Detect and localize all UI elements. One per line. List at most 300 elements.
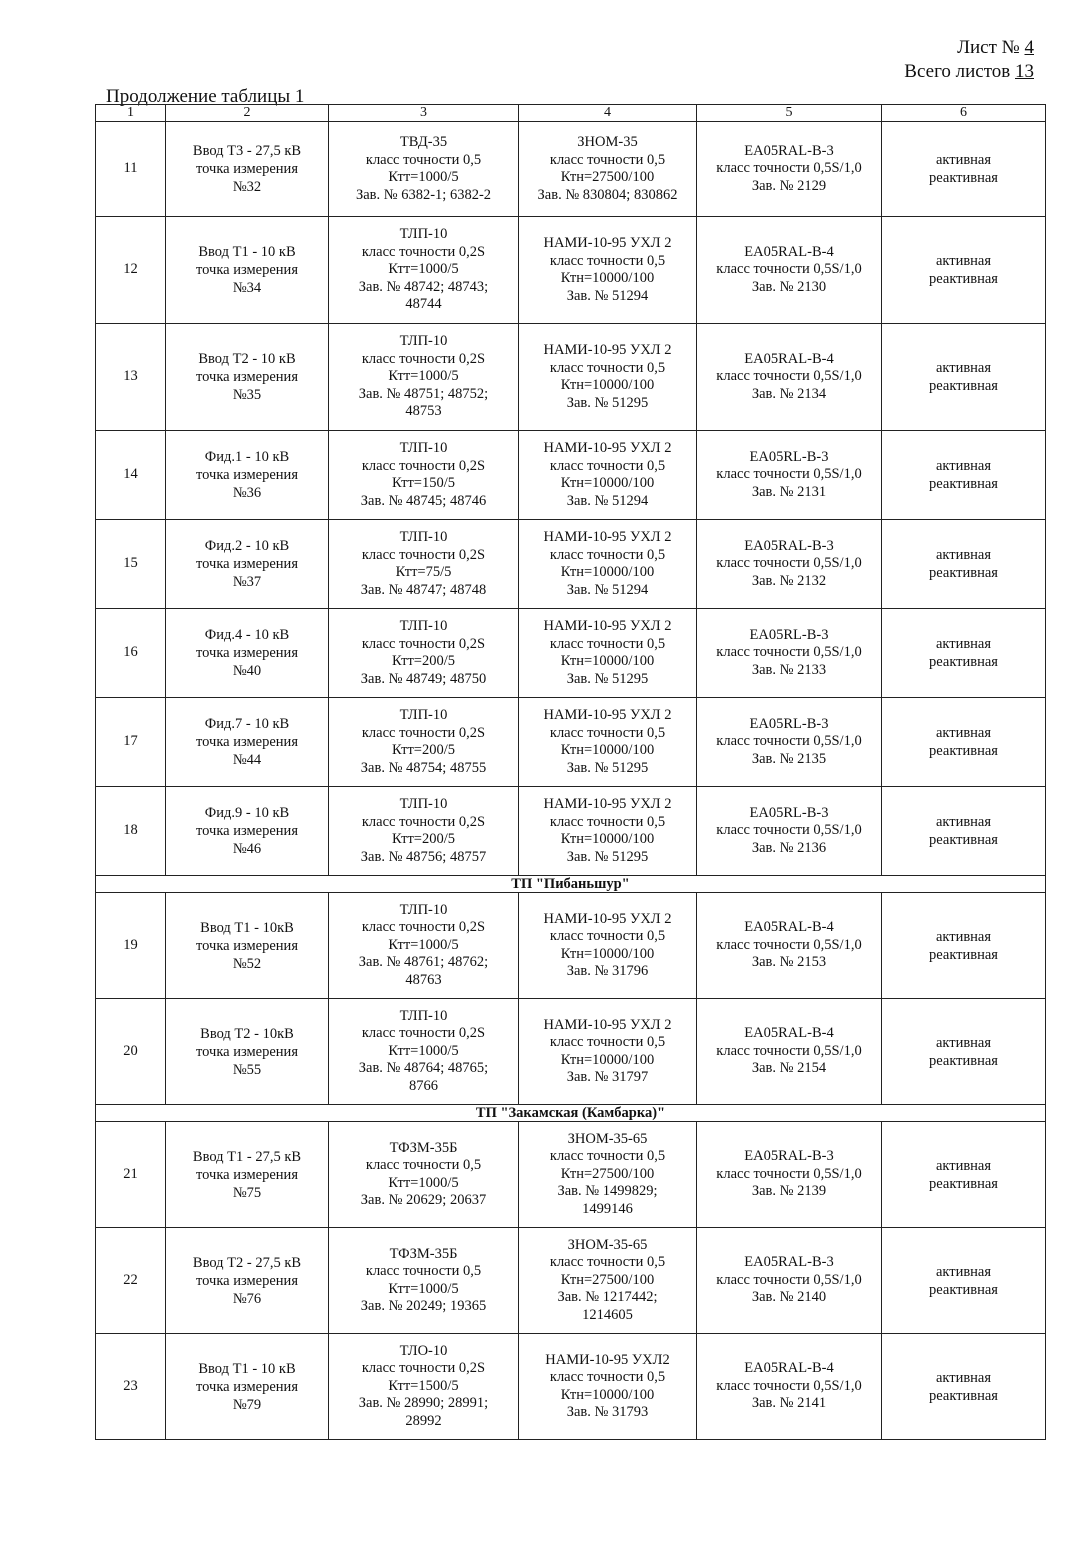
cell-line: класс точности 0,5 xyxy=(549,635,666,652)
cell-line: Зав. № 1217442; xyxy=(557,1289,658,1306)
cell-line: НАМИ-10-95 УХЛ 2 xyxy=(543,440,672,456)
cell-line: Зав. № 48754; 48755 xyxy=(360,759,487,776)
table-row xyxy=(96,1228,1046,1334)
cell-line: реактивная xyxy=(929,565,998,581)
cell-line: Зав. № 2140 xyxy=(751,1289,827,1306)
section-title: ТП "Пибаньшур" xyxy=(96,876,1046,893)
cell-line: EA05RL-B-3 xyxy=(749,448,829,465)
cell-line: класс точности 0,5S/1,0 xyxy=(716,1165,862,1182)
cell-line: класс точности 0,2S xyxy=(361,919,486,936)
vt-cell xyxy=(519,1122,697,1228)
energy-type-cell xyxy=(882,698,1046,787)
cell-line: класс точности 0,5S/1,0 xyxy=(716,644,862,661)
cell-line: класс точности 0,5S/1,0 xyxy=(716,160,862,177)
row-number: 12 xyxy=(96,217,166,324)
cell-line: Зав. № 31796 xyxy=(566,963,649,979)
cell-line: класс точности 0,5 xyxy=(549,457,666,474)
cell-line: Зав. № 48756; 48757 xyxy=(360,848,487,865)
cell-line: Зав. № 51295 xyxy=(566,848,649,865)
cell-line: точка измерения xyxy=(196,823,298,839)
ct-cell xyxy=(329,1228,519,1334)
cell-line: ТЛП-10 xyxy=(399,529,448,545)
cell-line: Зав. № 31793 xyxy=(566,1404,649,1420)
cell-line: активная xyxy=(935,1369,992,1386)
vt-cell xyxy=(519,431,697,520)
cell-line: реактивная xyxy=(929,1387,998,1404)
cell-line: Зав. № 48745; 48746 xyxy=(360,492,487,509)
cell-line: EA05RAL-B-4 xyxy=(744,350,834,367)
cell-line: EA05RAL-B-4 xyxy=(744,1360,834,1377)
ct-cell xyxy=(329,609,519,698)
table-row xyxy=(96,609,1046,698)
cell-line: Фид.7 - 10 кВ xyxy=(204,716,290,732)
cell-line: НАМИ-10-95 УХЛ 2 xyxy=(543,707,672,723)
cell-line: Зав. № 2154 xyxy=(751,1060,827,1077)
metering-table xyxy=(95,104,1046,1440)
cell-line: Ктн=10000/100 xyxy=(560,653,655,669)
cell-line: ТЛП-10 xyxy=(399,226,448,243)
cell-line: EA05RL-B-3 xyxy=(749,804,829,821)
cell-line: точка измерения xyxy=(196,1043,298,1060)
ct-cell xyxy=(329,1334,519,1440)
meter-cell xyxy=(697,999,882,1105)
cell-line: Зав. № 2153 xyxy=(751,954,827,971)
cell-line: Зав. № 2129 xyxy=(751,177,827,194)
connection-cell xyxy=(166,324,329,431)
cell-line: Ктн=10000/100 xyxy=(560,377,655,393)
cell-line: Ктт=1000/5 xyxy=(388,368,459,385)
energy-type-cell xyxy=(882,1122,1046,1228)
cell-line: Ктт=200/5 xyxy=(392,653,455,669)
cell-line: Ввод Т1 - 10 кВ xyxy=(198,1360,296,1377)
connection-cell xyxy=(166,217,329,324)
cell-line: Зав. № 20249; 19365 xyxy=(360,1298,487,1314)
cell-line: Фид.9 - 10 кВ xyxy=(204,805,290,821)
cell-line: класс точности 0,2S xyxy=(361,350,486,367)
cell-line: 48763 xyxy=(405,971,442,988)
table-row xyxy=(96,787,1046,876)
cell-line: №55 xyxy=(232,1061,262,1078)
cell-line: Фид.4 - 10 кВ xyxy=(204,627,290,643)
energy-type-cell xyxy=(882,520,1046,609)
connection-cell xyxy=(166,698,329,787)
cell-line: класс точности 0,5 xyxy=(549,546,666,563)
cell-line: Ктт=1000/5 xyxy=(388,1174,459,1191)
column-header: 4 xyxy=(519,105,697,122)
energy-type-cell xyxy=(882,122,1046,217)
cell-line: активная xyxy=(935,928,992,945)
cell-line: реактивная xyxy=(929,654,998,670)
energy-type-cell xyxy=(882,1334,1046,1440)
cell-line: Зав. № 2131 xyxy=(751,483,827,500)
row-number: 16 xyxy=(96,609,166,698)
cell-line: класс точности 0,2S xyxy=(361,546,486,563)
cell-line: Ввод Т1 - 10 кВ xyxy=(198,244,296,260)
cell-line: ЗНОМ-35-65 xyxy=(567,1236,648,1253)
row-number: 18 xyxy=(96,787,166,876)
meter-cell xyxy=(697,698,882,787)
column-header-row xyxy=(96,105,1046,122)
cell-line: ТЛП-10 xyxy=(399,707,448,723)
cell-line: №40 xyxy=(232,663,262,679)
vt-cell xyxy=(519,787,697,876)
cell-line: точка измерения xyxy=(196,645,298,661)
cell-line: НАМИ-10-95 УХЛ 2 xyxy=(543,235,672,251)
column-header: 2 xyxy=(166,105,329,122)
cell-line: Ввод Т1 - 27,5 кВ xyxy=(192,1148,302,1165)
row-number: 13 xyxy=(96,324,166,431)
cell-line: класс точности 0,2S xyxy=(361,1025,486,1042)
cell-line: ТФЗМ-35Б xyxy=(389,1245,458,1262)
energy-type-cell xyxy=(882,217,1046,324)
vt-cell xyxy=(519,122,697,217)
ct-cell xyxy=(329,217,519,324)
cell-line: точка измерения xyxy=(196,262,298,278)
cell-line: Ввод Т1 - 10кВ xyxy=(200,919,294,936)
cell-line: Ктн=10000/100 xyxy=(560,475,655,491)
cell-line: класс точности 0,5S/1,0 xyxy=(716,261,862,278)
cell-line: точка измерения xyxy=(196,937,298,954)
cell-line: Зав. № 6382-1; 6382-2 xyxy=(355,186,492,203)
cell-line: точка измерения xyxy=(196,161,298,177)
cell-line: EA05RAL-B-3 xyxy=(744,1148,834,1165)
energy-type-cell xyxy=(882,609,1046,698)
cell-line: активная xyxy=(935,725,992,741)
cell-line: ТЛП-10 xyxy=(399,796,448,812)
cell-line: активная xyxy=(935,360,992,376)
energy-type-cell xyxy=(882,431,1046,520)
cell-line: 1499146 xyxy=(582,1200,633,1217)
cell-line: №35 xyxy=(232,387,262,403)
cell-line: Зав. № 31797 xyxy=(566,1069,649,1085)
cell-line: реактивная xyxy=(929,1052,998,1069)
cell-line: точка измерения xyxy=(196,369,298,385)
vt-cell xyxy=(519,217,697,324)
ct-cell xyxy=(329,698,519,787)
row-number: 21 xyxy=(96,1122,166,1228)
cell-line: класс точности 0,5 xyxy=(549,1148,666,1165)
cell-line: класс точности 0,2S xyxy=(361,243,486,260)
row-number: 14 xyxy=(96,431,166,520)
cell-line: реактивная xyxy=(929,271,998,287)
meter-cell xyxy=(697,324,882,431)
cell-line: Ктн=10000/100 xyxy=(560,1051,655,1068)
cell-line: Ктт=1000/5 xyxy=(388,169,459,185)
cell-line: ЗНОМ-35 xyxy=(577,134,638,150)
cell-line: класс точности 0,5 xyxy=(365,1263,482,1279)
cell-line: класс точности 0,5S/1,0 xyxy=(716,1042,862,1059)
section-row xyxy=(96,1105,1046,1122)
meter-cell xyxy=(697,217,882,324)
cell-line: точка измерения xyxy=(196,734,298,750)
cell-line: Зав. № 51294 xyxy=(566,581,649,598)
column-header: 1 xyxy=(96,105,166,122)
cell-line: класс точности 0,5S/1,0 xyxy=(716,555,862,572)
cell-line: EA05RAL-B-4 xyxy=(744,243,834,260)
ct-cell xyxy=(329,122,519,217)
connection-cell xyxy=(166,431,329,520)
cell-line: класс точности 0,5 xyxy=(549,813,666,830)
cell-line: класс точности 0,5 xyxy=(549,1034,666,1050)
cell-line: Ктт=1000/5 xyxy=(388,936,459,953)
cell-line: Ктн=27500/100 xyxy=(560,1271,655,1288)
vt-cell xyxy=(519,999,697,1105)
cell-line: Ввод Т2 - 10 кВ xyxy=(198,351,296,367)
ct-cell xyxy=(329,1122,519,1228)
cell-line: класс точности 0,5 xyxy=(549,359,666,376)
cell-line: Зав. № 2132 xyxy=(751,572,827,589)
cell-line: Зав. № 2141 xyxy=(751,1395,827,1412)
cell-line: класс точности 0,5 xyxy=(549,928,666,944)
cell-line: Зав. № 2134 xyxy=(751,385,827,402)
energy-type-cell xyxy=(882,1228,1046,1334)
cell-line: Фид.1 - 10 кВ xyxy=(204,449,290,465)
cell-line: №75 xyxy=(232,1184,262,1201)
cell-line: Ктт=1000/5 xyxy=(388,261,459,278)
cell-line: №46 xyxy=(232,841,262,857)
sheet-header xyxy=(904,36,1034,84)
cell-line: класс точности 0,5S/1,0 xyxy=(716,1377,862,1394)
cell-line: №44 xyxy=(232,752,262,768)
cell-line: Зав. № 2135 xyxy=(751,750,827,767)
cell-line: Зав. № 51294 xyxy=(566,492,649,509)
table-row xyxy=(96,520,1046,609)
cell-line: 48753 xyxy=(405,403,442,420)
cell-line: ТФЗМ-35Б xyxy=(389,1139,458,1156)
energy-type-cell xyxy=(882,893,1046,999)
cell-line: Зав. № 48751; 48752; xyxy=(358,385,489,402)
row-number: 22 xyxy=(96,1228,166,1334)
cell-line: ТВД-35 xyxy=(399,134,448,150)
meter-cell xyxy=(697,1334,882,1440)
cell-line: класс точности 0,5S/1,0 xyxy=(716,733,862,750)
cell-line: EA05RAL-B-3 xyxy=(744,142,834,159)
cell-line: Ктт=1500/5 xyxy=(388,1377,459,1394)
cell-line: Зав. № 28990; 28991; xyxy=(358,1395,489,1412)
cell-line: №36 xyxy=(232,485,262,501)
cell-line: реактивная xyxy=(929,170,998,186)
vt-cell xyxy=(519,609,697,698)
cell-line: класс точности 0,5S/1,0 xyxy=(716,368,862,385)
cell-line: ТЛП-10 xyxy=(399,618,448,634)
connection-cell xyxy=(166,1334,329,1440)
cell-line: Ктн=27500/100 xyxy=(560,1165,655,1182)
cell-line: класс точности 0,5 xyxy=(549,252,666,269)
meter-cell xyxy=(697,520,882,609)
cell-line: НАМИ-10-95 УХЛ 2 xyxy=(543,796,672,812)
cell-line: активная xyxy=(935,458,992,474)
cell-line: активная xyxy=(935,1157,992,1174)
cell-line: №76 xyxy=(232,1290,262,1307)
vt-cell xyxy=(519,698,697,787)
row-number: 11 xyxy=(96,122,166,217)
cell-line: Ктт=75/5 xyxy=(395,564,452,580)
cell-line: класс точности 0,2S xyxy=(361,1360,486,1377)
column-header: 6 xyxy=(882,105,1046,122)
ct-cell xyxy=(329,431,519,520)
cell-line: класс точности 0,2S xyxy=(361,457,486,474)
section-row xyxy=(96,876,1046,893)
cell-line: Зав. № 51294 xyxy=(566,287,649,304)
meter-cell xyxy=(697,1228,882,1334)
meter-cell xyxy=(697,122,882,217)
cell-line: Ввод Т2 - 10кВ xyxy=(200,1025,294,1042)
vt-cell xyxy=(519,1334,697,1440)
cell-line: точка измерения xyxy=(196,467,298,483)
cell-line: Ктн=10000/100 xyxy=(560,270,655,286)
cell-line: EA05RL-B-3 xyxy=(749,626,829,643)
table-row xyxy=(96,1334,1046,1440)
cell-line: реактивная xyxy=(929,946,998,963)
connection-cell xyxy=(166,1228,329,1334)
meter-cell xyxy=(697,787,882,876)
cell-line: Зав. № 2136 xyxy=(751,839,827,856)
cell-line: активная xyxy=(935,1034,992,1051)
cell-line: Ктт=200/5 xyxy=(392,831,455,847)
cell-line: EA05RAL-B-3 xyxy=(744,537,834,554)
cell-line: класс точности 0,2S xyxy=(361,813,486,830)
cell-line: реактивная xyxy=(929,476,998,492)
ct-cell xyxy=(329,324,519,431)
cell-line: НАМИ-10-95 УХЛ 2 xyxy=(543,529,672,545)
cell-line: класс точности 0,5S/1,0 xyxy=(716,936,862,953)
cell-line: класс точности 0,5 xyxy=(549,1254,666,1271)
connection-cell xyxy=(166,893,329,999)
cell-line: НАМИ-10-95 УХЛ 2 xyxy=(543,342,672,358)
cell-line: Зав. № 48742; 48743; xyxy=(358,278,489,295)
cell-line: Зав. № 2139 xyxy=(751,1183,827,1200)
cell-line: класс точности 0,5 xyxy=(365,1157,482,1173)
meter-cell xyxy=(697,431,882,520)
row-number: 20 xyxy=(96,999,166,1105)
ct-cell xyxy=(329,520,519,609)
sheet-number: Лист № 4 xyxy=(957,37,1034,58)
cell-line: 8766 xyxy=(409,1077,438,1094)
cell-line: Ктн=10000/100 xyxy=(560,945,655,962)
cell-line: EA05RAL-B-4 xyxy=(744,919,834,936)
cell-line: класс точности 0,5S/1,0 xyxy=(716,1271,862,1288)
cell-line: класс точности 0,5S/1,0 xyxy=(716,466,862,483)
ct-cell xyxy=(329,787,519,876)
cell-line: ТЛП-10 xyxy=(399,440,448,456)
cell-line: Ввод Т2 - 27,5 кВ xyxy=(192,1254,302,1271)
table-row xyxy=(96,893,1046,999)
column-header: 5 xyxy=(697,105,882,122)
cell-line: активная xyxy=(935,814,992,830)
ct-cell xyxy=(329,893,519,999)
cell-line: класс точности 0,2S xyxy=(361,635,486,652)
table-row xyxy=(96,324,1046,431)
cell-line: Ктн=10000/100 xyxy=(560,1386,655,1403)
cell-line: №52 xyxy=(232,955,262,972)
cell-line: класс точности 0,5S/1,0 xyxy=(716,822,862,839)
row-number: 23 xyxy=(96,1334,166,1440)
cell-line: EA05RAL-B-3 xyxy=(744,1254,834,1271)
ct-cell xyxy=(329,999,519,1105)
cell-line: №34 xyxy=(232,280,262,296)
cell-line: Зав. № 2133 xyxy=(751,661,827,678)
vt-cell xyxy=(519,1228,697,1334)
energy-type-cell xyxy=(882,999,1046,1105)
connection-cell xyxy=(166,999,329,1105)
section-title: ТП "Закамская (Камбарка)" xyxy=(96,1105,1046,1122)
cell-line: ТЛП-10 xyxy=(399,1007,448,1024)
cell-line: Ктн=10000/100 xyxy=(560,564,655,580)
meter-cell xyxy=(697,609,882,698)
vt-cell xyxy=(519,893,697,999)
cell-line: Зав. № 51295 xyxy=(566,759,649,776)
cell-line: Ктн=10000/100 xyxy=(560,742,655,758)
cell-line: Зав. № 2130 xyxy=(751,278,827,295)
cell-line: 28992 xyxy=(405,1412,442,1429)
cell-line: Зав. № 20629; 20637 xyxy=(360,1192,487,1208)
cell-line: Зав. № 830804; 830862 xyxy=(537,186,678,203)
column-header: 3 xyxy=(329,105,519,122)
cell-line: реактивная xyxy=(929,378,998,394)
cell-line: Зав. № 48747; 48748 xyxy=(360,581,487,598)
table-row xyxy=(96,999,1046,1105)
energy-type-cell xyxy=(882,787,1046,876)
cell-line: Ктн=27500/100 xyxy=(560,169,655,185)
cell-line: Ктт=1000/5 xyxy=(388,1042,459,1059)
connection-cell xyxy=(166,609,329,698)
cell-line: Ктт=1000/5 xyxy=(388,1280,459,1297)
cell-line: активная xyxy=(935,547,992,563)
cell-line: ТЛО-10 xyxy=(399,1342,448,1359)
table-row xyxy=(96,431,1046,520)
cell-line: Ктн=10000/100 xyxy=(560,831,655,847)
cell-line: Зав. № 48761; 48762; xyxy=(358,954,489,971)
cell-line: класс точности 0,2S xyxy=(361,724,486,741)
row-number: 19 xyxy=(96,893,166,999)
cell-line: класс точности 0,5 xyxy=(549,151,666,168)
cell-line: НАМИ-10-95 УХЛ2 xyxy=(545,1351,670,1368)
cell-line: активная xyxy=(935,1263,992,1280)
cell-line: реактивная xyxy=(929,1281,998,1298)
cell-line: НАМИ-10-95 УХЛ 2 xyxy=(543,1016,672,1033)
cell-line: активная xyxy=(935,152,992,168)
cell-line: точка измерения xyxy=(196,1166,298,1183)
cell-line: Зав. № 51295 xyxy=(566,670,649,687)
cell-line: 1214605 xyxy=(582,1306,633,1323)
cell-line: Фид.2 - 10 кВ xyxy=(204,538,290,554)
row-number: 17 xyxy=(96,698,166,787)
table-row xyxy=(96,698,1046,787)
table-row xyxy=(96,1122,1046,1228)
cell-line: точка измерения xyxy=(196,1272,298,1289)
vt-cell xyxy=(519,324,697,431)
cell-line: EA05RAL-B-4 xyxy=(744,1025,834,1042)
cell-line: класс точности 0,5 xyxy=(365,151,482,168)
table-row xyxy=(96,217,1046,324)
cell-line: реактивная xyxy=(929,832,998,848)
connection-cell xyxy=(166,1122,329,1228)
total-sheets: Всего листов 13 xyxy=(904,61,1034,82)
cell-line: класс точности 0,5 xyxy=(549,1369,666,1385)
vt-cell xyxy=(519,520,697,609)
connection-cell xyxy=(166,520,329,609)
cell-line: Зав. № 51295 xyxy=(566,394,649,411)
cell-line: №79 xyxy=(232,1396,262,1413)
cell-line: реактивная xyxy=(929,1175,998,1192)
cell-line: реактивная xyxy=(929,743,998,759)
connection-cell xyxy=(166,122,329,217)
cell-line: активная xyxy=(935,636,992,652)
meter-cell xyxy=(697,893,882,999)
cell-line: ЗНОМ-35-65 xyxy=(567,1130,648,1147)
cell-line: Ввод Т3 - 27,5 кВ xyxy=(192,143,302,159)
cell-line: точка измерения xyxy=(196,1378,298,1395)
